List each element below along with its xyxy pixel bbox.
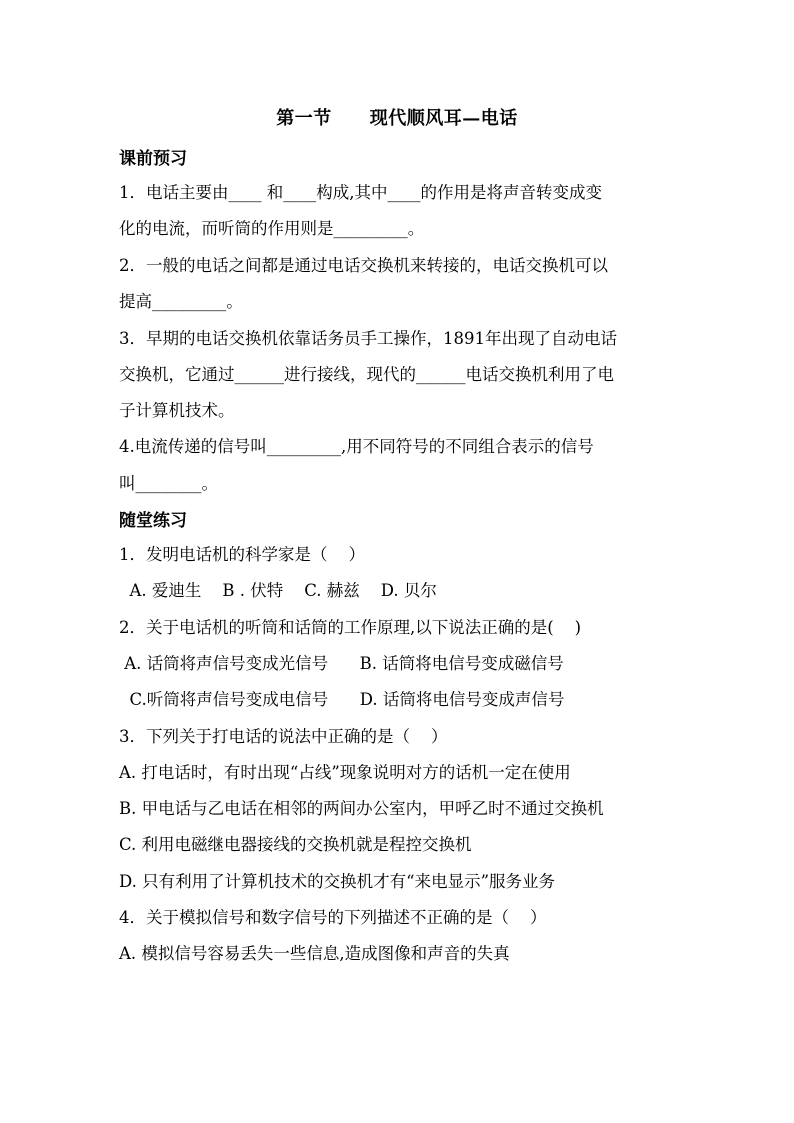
practice-q2-options-2: C.听筒将声信号变成电信号 D. 话筒将电信号变成声信号 [119,690,565,709]
title-topic: 现代顺风耳—电话 [369,108,518,129]
practice-q1: 1．发明电话机的科学家是（ ） [119,545,365,564]
preview-q4-line1: 4.电流传递的信号叫_________,用不同符号的不同组合表示的信号 [119,437,594,456]
section-heading-preview: 课前预习 [119,149,187,169]
practice-q2-options-1: A. 话筒将声信号变成光信号 B. 话筒将电信号变成磁信号 [119,654,564,673]
title-section-number: 第一节 [276,108,332,129]
section-heading-practice: 随堂练习 [119,511,187,531]
preview-q2-line2: 提高_________。 [119,292,243,311]
practice-q3-option-c: C. 利用电磁继电器接线的交换机就是程控交换机 [119,835,472,854]
practice-q1-options: A. 爱迪生 B . 伏特 C. 赫兹 D. 贝尔 [119,581,437,600]
practice-q3: 3．下列关于打电话的说法中正确的是（ ） [119,727,448,746]
practice-q3-option-d: D. 只有利用了计算机技术的交换机才有“来电显示”服务业务 [119,872,556,891]
preview-q3-line2: 交换机，它通过______进行接线，现代的______电话交换机利用了电 [119,365,614,384]
preview-q1-line1: 1．电话主要由____ 和____构成,其中____的作用是将声音转变成变 [119,183,602,202]
practice-q3-option-b: B. 甲电话与乙电话在相邻的两间办公室内，甲呼乙时不通过交换机 [119,799,604,818]
page-title [0,104,794,130]
practice-q4-option-a: A. 模拟信号容易丢失一些信息,造成图像和声音的失真 [119,944,510,963]
preview-q4-line2: 叫________。 [119,474,218,493]
practice-q2: 2．关于电话机的听筒和话筒的工作原理,以下说法正确的是( ) [119,618,582,637]
preview-q2-line1: 2．一般的电话之间都是通过电话交换机来转接的，电话交换机可以 [119,256,608,275]
preview-q3-line1: 3．早期的电话交换机依靠话务员手工操作，1891年出现了自动电话 [119,329,617,348]
preview-q1-line2: 化的电流，而听筒的作用则是_________。 [119,219,425,238]
practice-q3-option-a: A. 打电话时，有时出现“占线”现象说明对方的话机一定在使用 [119,763,571,782]
practice-q4: 4．关于模拟信号和数字信号的下列描述不正确的是（ ） [119,908,547,927]
preview-q3-line3: 子计算机技术。 [119,401,235,420]
